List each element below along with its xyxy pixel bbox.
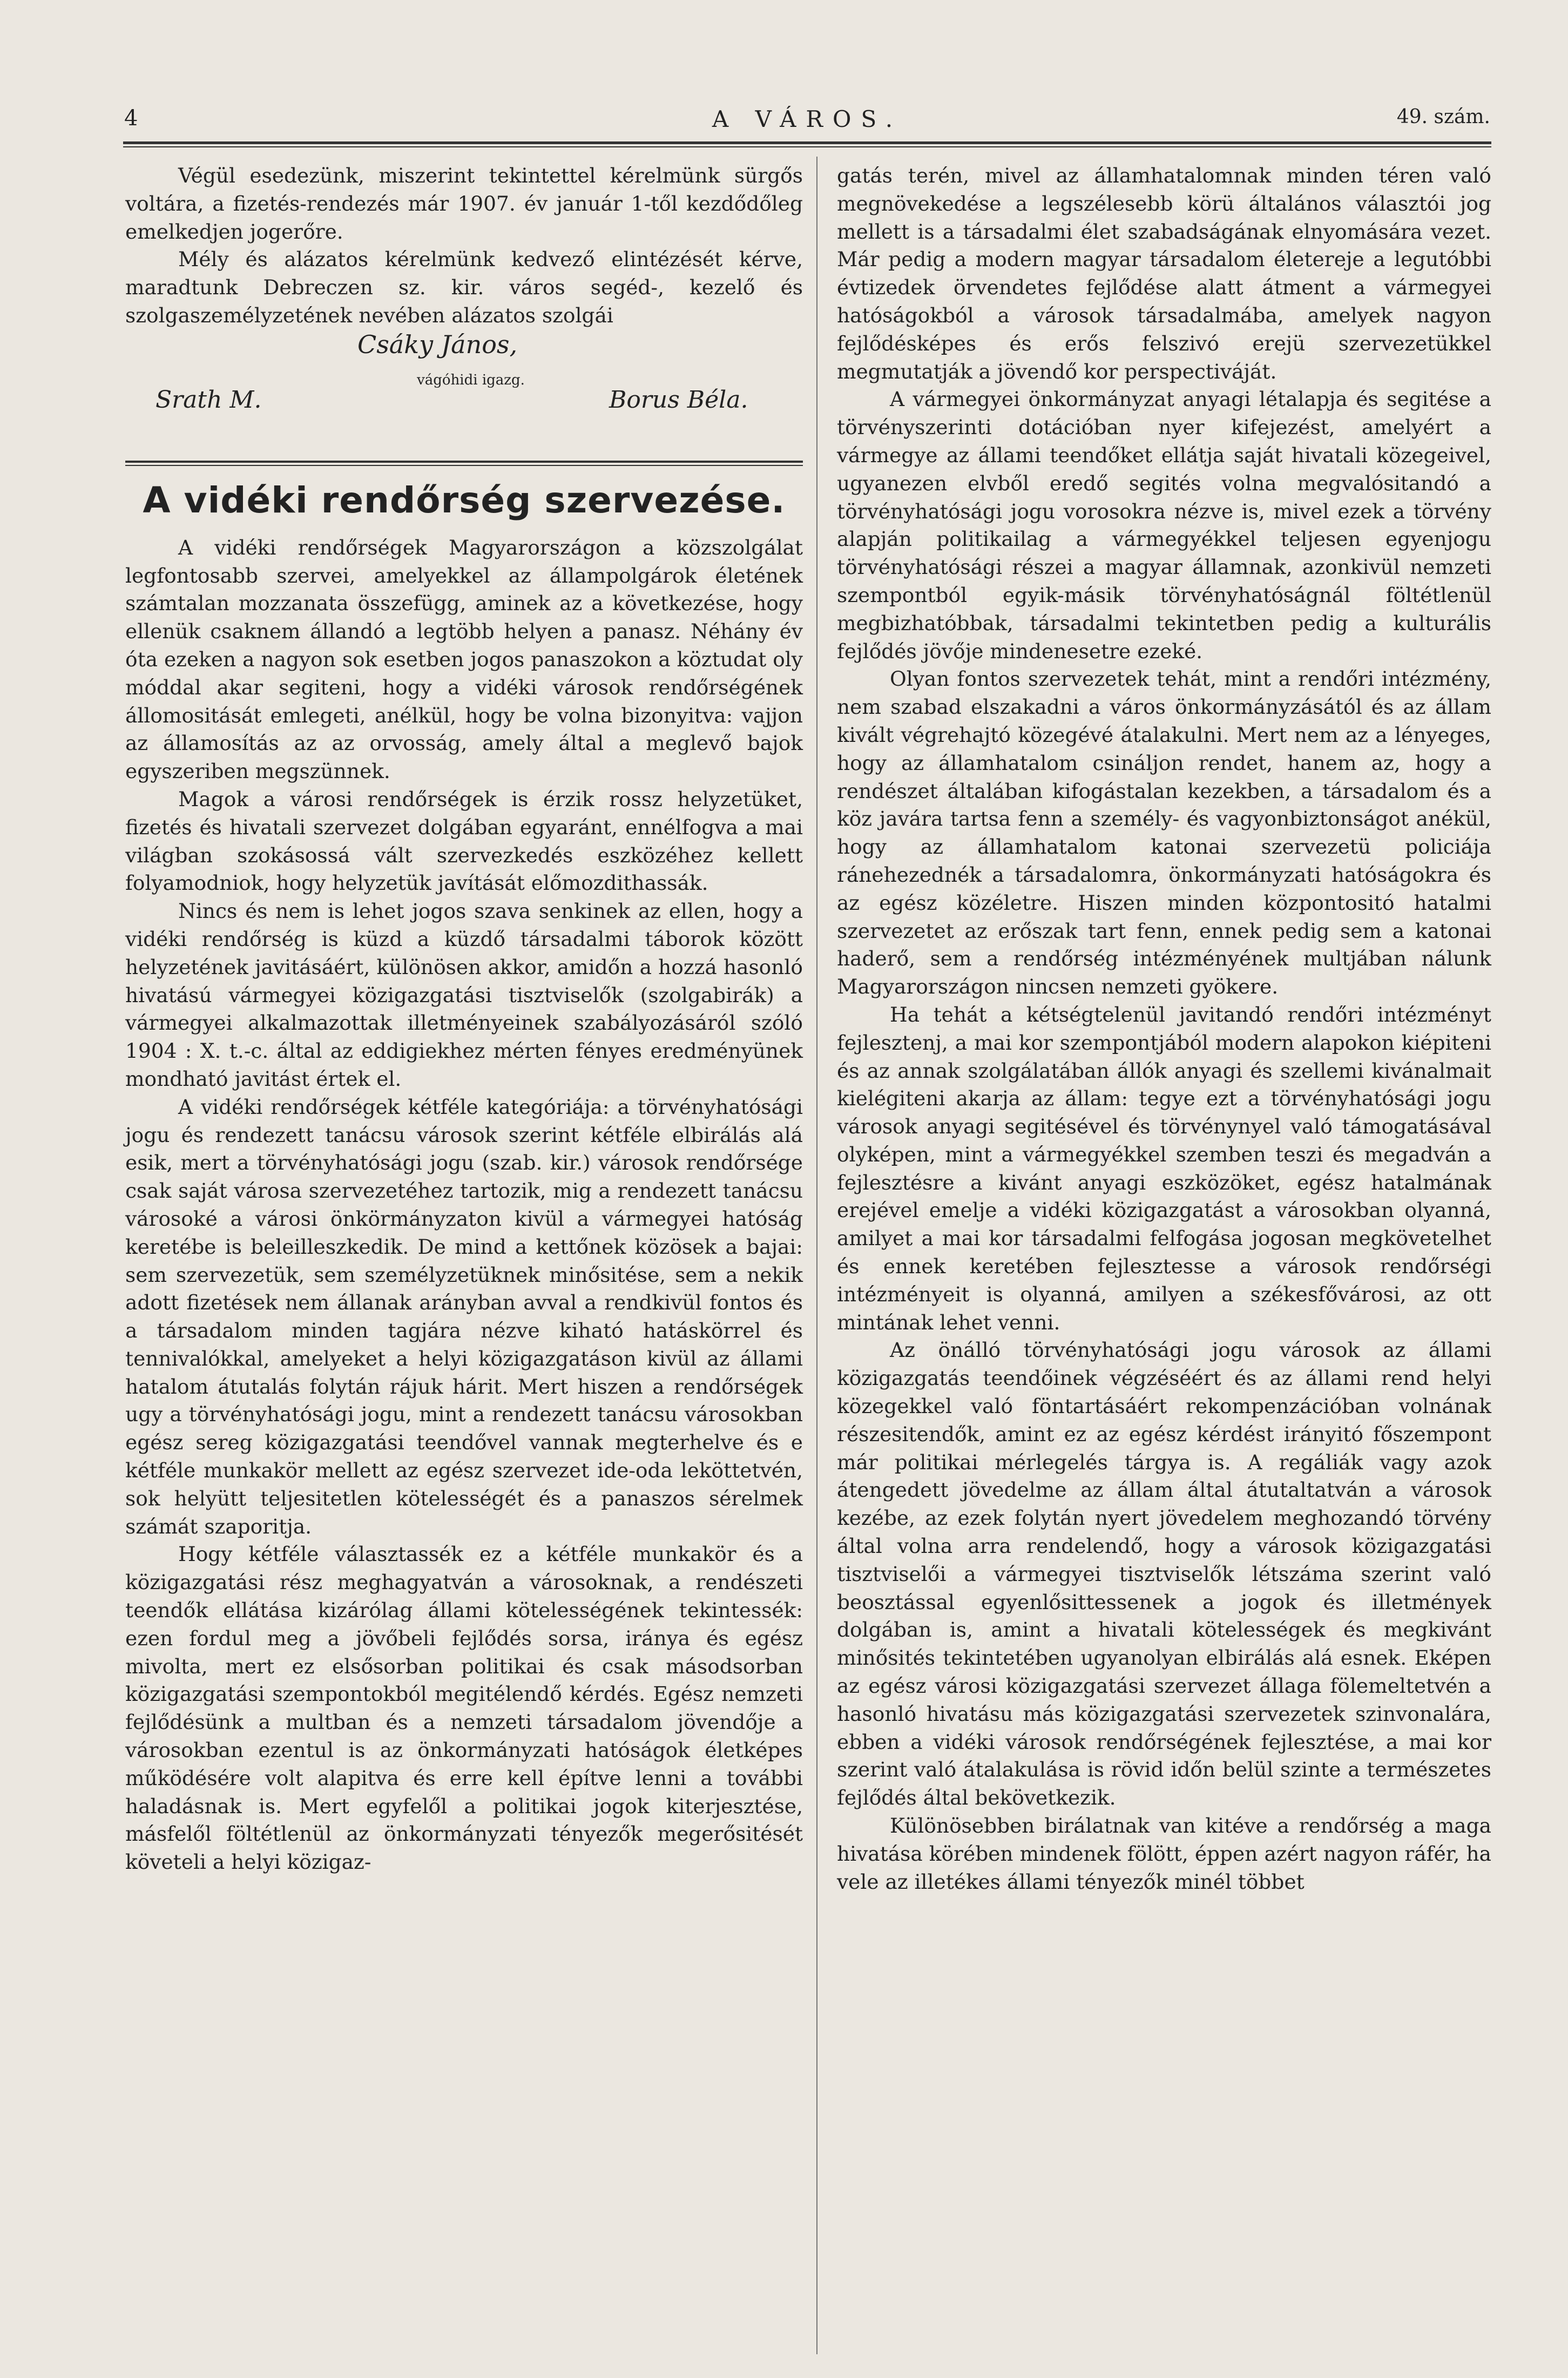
signatory-left: Srath M. (156, 386, 262, 414)
page-header (124, 106, 1490, 144)
right-column (837, 162, 1491, 1896)
signature-block (125, 331, 803, 455)
article-paragraph: A vidéki rendőrségek Magyarországon a közszolgálat legfontosabb szervei, amelyekkel az állampolgárok életének számtalan mozzanata összefügg, aminek az a következése, hogy ellenük csaknem állandó a legtöbb helyen a panasz. Néhány év óta ezeken a nagyon sok esetben jogos panaszokon a köztudat oly móddal akar segiteni, hogy a vidéki városok rendőrségének állomositását emlegeti, anélkül, hogy be volna bizonyitva: vajjon az államosítás az az orvosság, amely által a meglevő bajok egyszeriben megszünnek. (125, 535, 803, 783)
header-rule (123, 141, 1491, 147)
closing-paragraph: Mély és alázatos kérelmünk kedvező elintézését kérve, maradtunk Debreczen sz. kir. város segéd-, kezelő és szolgaszemélyzetének nevében alázatos szolgái (125, 247, 803, 327)
article-title: A vidéki rendőrség szervezése. (143, 479, 786, 521)
article-paragraph: Magok a városi rendőrségek is érzik rossz helyzetüket, fizetés és hivatali szervezet dolgában egyaránt, ennélfogva a mai világban szokásossá vált szervezkedés eszközéhez kellett folyamodniok, hogy helyzetük javítását előmozdithassák. (125, 787, 803, 895)
article-paragraph: A vidéki rendőrségek kétféle kategóriája: a törvényhatósági jogu és rendezett tanácsu városok szerint kétféle elbirálás alá esik, mert a törvényhatósági jogu (szab. kir.) városok rendőrsége csak saját városa szervezetéhez tartozik, mig a rendezett tanácsu városoké a városi önkörmányzaton kivül a vármegyei hatóság keretébe is beleilleszkedik. De mind a kettőnek közösek a bajai: sem szervezetük, sem személyzetüknek minősitése, sem a nekik adott fizetések nem állanak arányban avval a rendkivül fontos és a társadalom minden tagjára nézve kiható hatáskörrel és tennivalókkal, amelyeket a helyi közigazgatáson kivül az állami hatalom átutalás folytán rájuk hárit. Mert hiszen a rendőrségek ugy a törvényhatósági jogu, mint a rendezett tanácsu városokban egész sereg közigazgatási teendővel vannak megterhelve és e kétféle munkakör mellett az egész szervezet ide-oda leköttetvén, sok helyütt teljesitetlen kötelességét és a panaszos sérelmek számát szaporitja. (125, 1095, 803, 1538)
article-paragraph: Hogy kétféle választassék ez a kétféle munkakör és a közigazgatási rész meghagyatván a városoknak, a rendészeti teendők ellátása kizárólag állami kötelességének tekintessék: ezen fordul meg a jövőbeli fejlődés sorsa, iránya és egész mivolta, mert ez elsősorban politikai és csak másodsorban közigazgatási szempontokból megitélendő kérdés. Egész nemzeti fejlődésünk a multban és a nemzeti társadalom jövendője a városokban ezentul is az önkormányzati hatóságok életképes működésére volt alapitva és erre kell építve lenni a további haladásnak is. Mert egyfelől a politikai jogok kiterjesztése, másfelől föltétlenül az önkormányzati tényezők megerősitését követeli a helyi közigaz- (125, 1542, 803, 1874)
article-paragraph: Az önálló törvényhatósági jogu városok az állami közigazgatás teendőinek végzéséért és az állami rend helyi közegekkel való föntartásáért rekompenzációban volnának részesitendők, amint ez az egész kérdést irányitó főszempont már politikai mérlegelés tárgya is. A regáliák vagy azok átengedett jövedelme az állam által átutaltatván a városok kezébe, az ezek folytán nyert jövedelem meghozandó törvény által volna arra rendelendő, hogy a városok közigazgatási tisztviselői a vármegyei tisztviselők létszáma szerint való beosztással egyenlősittessenek a jogok és illetmények dolgában is, amint a hivatali kötelességek és megkivánt minősités tekintetében ugyanolyan elbirálás alá esnek. Eképen az egész városi közigazgatási szervezet állaga fölemeltetvén a hasonló hivatásu más közigazgatási szervezetek szinvonalára, ebben a vidéki városok rendőrségének fejlesztése, a mai kor szerint való átalakulása is rövid időn belül szinte a természetes fejlődés által bekövetkezik. (837, 1338, 1491, 1810)
article-paragraph: A vármegyei önkormányzat anyagi létalapja és segitése a törvényszerinti dotációban nyer kifejezést, amelyért a vármegye az állami teendőket ellátja saját hivatali közegeivel, ugyanezen elvből eredő segités volna megvalósitandó a törvényhatósági jogu vorosokra nézve is, mivel ezek a törvény alapján politikailag a vármegyékkel teljesen egyenjogu törvényhatósági részei a magyar államnak, azonkivül nemzeti szempontból egyik-másik törvényhatóságnál föltétlenül megbizhatóbbak, társadalmi tekintetben pedig a kulturális fejlődés jövője mindenesetre ezeké. (837, 387, 1491, 663)
article-paragraph: Nincs és nem is lehet jogos szava senkinek az ellen, hogy a vidéki rendőrség is küzd a küzdő társadalmi táborok között helyzetének javitásáért, különösen akkor, amidőn a hozzá hasonló hivatású vármegyei közigazgatási tisztviselők (szolgabirák) a vármegyei alkalmazottak illetményeinek szabályozásáról szóló 1904 : X. t.-c. által az eddigiekhez mérten fényes eredményünek mondható javitást értek el. (125, 899, 803, 1091)
article-paragraph: gatás terén, mivel az államhatalomnak minden téren való megnövekedése a legszélesebb körü általános választói jog mellett is a társadalmi élet szabadságának elnyomására vezet. Már pedig a modern magyar társadalom életereje a legutóbbi évtizedek örvendetes fejlődése alatt átment a vármegyei hatóságokból a városok társadalmába, amelyek nagyon fejlődésképes és erős felszivó erejü szervezetükkel megmutatják a jövendő kor perspectiváját. (837, 164, 1491, 383)
column-divider (816, 157, 817, 2354)
section-divider (125, 461, 803, 466)
issue-number: 49. szám. (1396, 106, 1490, 128)
journal-title: A VÁROS. (712, 106, 903, 132)
signatory-main: Csáky János, (357, 329, 518, 359)
page-number: 4 (124, 106, 138, 131)
article-paragraph: Ha tehát a kétségtelenül javitandó rendőri intézményt fejlesztenj, a mai kor szempontjából modern alapokon kiépiteni és az annak szolgálatában állók anyagi és szellemi kivánalmait kielégiteni akarja az állam: tegye ezt a törvényhatósági jogu városok anyagi segitésével és törvénynyel való támogatásával olyképen, mint a vármegyékkel szemben teszi és megadván a fejlesztésre a kivánt anyagi eszközöket, egész hatalmának erejével emelje a vidéki közigazgatást a városokban olyanná, amilyet a mai kor társadalmi felfogása jogosan megkövetelhet és ennek keretében fejlesztesse a városok rendőrségi intézményeit is olyanná, amilyen a székesfővárosi, az ott mintának lehet venni. (837, 1002, 1491, 1334)
signatory-right: Borus Béla. (609, 386, 748, 414)
signatory-title: vágóhidi igazg. (417, 371, 525, 388)
article-paragraph: Olyan fontos szervezetek tehát, mint a rendőri intézmény, nem szabad elszakadni a város önkormányzásától és az állam kivált végrehajtó közegévé átalakulni. Mert nem az a lényeges, hogy az államhatalom csináljon rendet, hanem az, hogy a rendészet általában kifogástalan kezekben, a társadalom és a köz javára tartsa fenn a személy- és vagyonbiztonságot anékül, hogy az államhatalom katonai szervezetü policiája ránehezednék a társadalomra, önkormányzati hatóságokra és az egész közéletre. Hiszen minden központositó hatalmi szervezetet az erőszak tart fenn, ennek pedig sem a katonai haderő, sem a rendőrség intézményének multjában nálunk Magyarországon nincsen nemzeti gyökere. (837, 667, 1491, 999)
article-paragraph: Különösebben birálatnak van kitéve a rendőrség a maga hivatása körében mindenek fölött, éppen azért nagyon ráfér, ha vele az illetékes állami tényezők minél többet (837, 1814, 1491, 1894)
closing-paragraph: Végül esedezünk, miszerint tekintettel kérelmünk sürgős voltára, a fizetés-rendezés már 1907. év január 1-től kezdődőleg emelkedjen jogerőre. (125, 164, 803, 244)
left-column (125, 162, 803, 1876)
